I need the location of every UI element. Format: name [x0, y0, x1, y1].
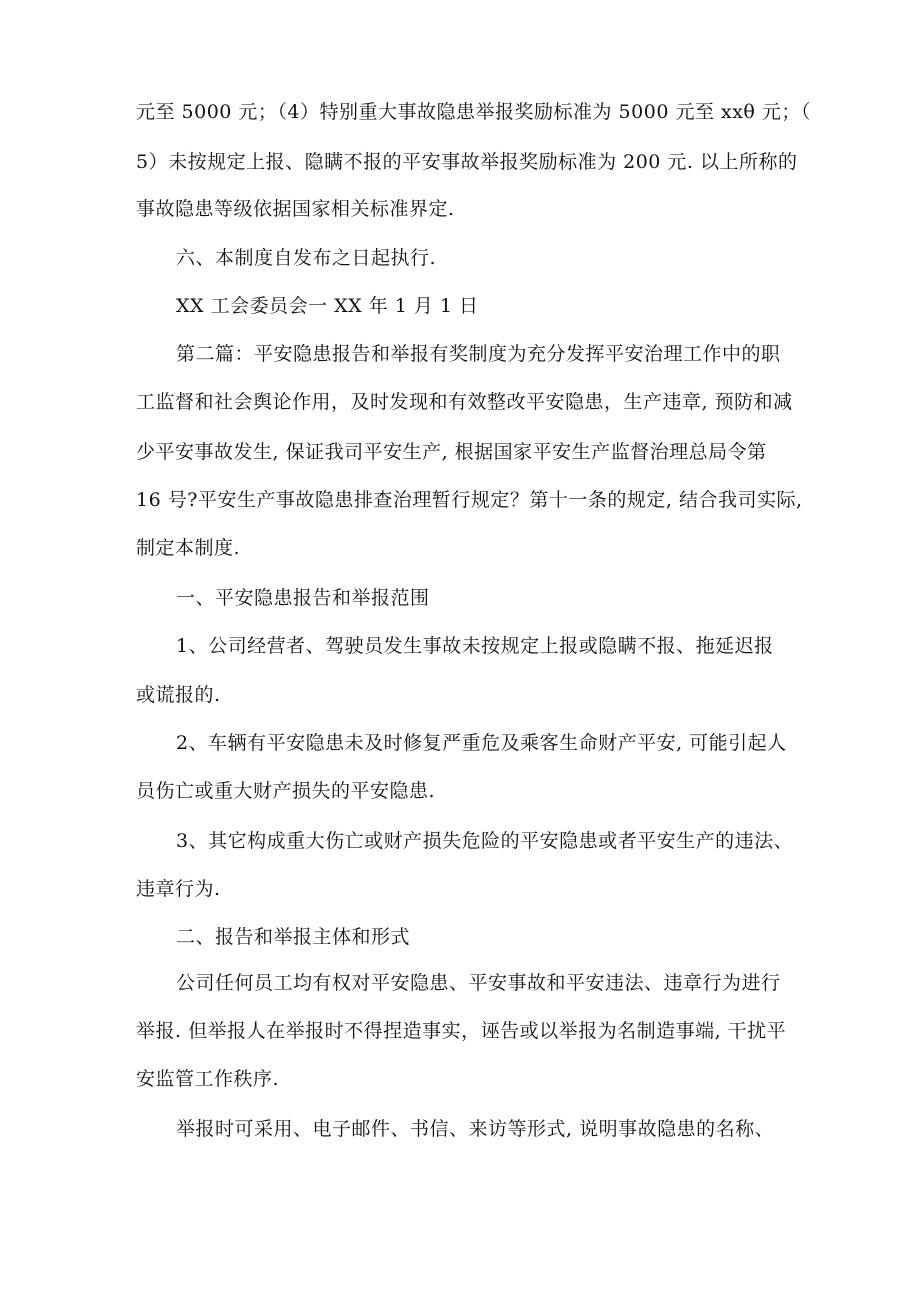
text-line: 员伤亡或重大财产损失的平安隐患. — [136, 780, 436, 802]
text-line: 2、车辆有平安隐患未及时修复严重危及乘客生命财产平安, 可能引起人 — [176, 732, 787, 754]
text-line: 元至 5000 元；（4）特别重大事故隐患举报奖励标准为 5000 元至 xxθ 元；（ — [136, 101, 811, 123]
text-line: 或谎报的. — [136, 684, 221, 706]
text-line: 违章行为. — [136, 878, 221, 900]
text-line: 举报时可采用、电子邮件、书信、来访等形式, 说明事故隐患的名称、 — [176, 1118, 775, 1140]
text-line: 少平安事故发生, 保证我司平安生产, 根据国家平安生产监督治理总局令第 — [136, 441, 767, 463]
text-line: 5）未按规定上报、隐瞒不报的平安事故举报奖励标准为 200 元. 以上所称的 — [136, 151, 798, 173]
text-line: 二、报告和举报主体和形式 — [176, 926, 411, 948]
text-line: 举报. 但举报人在举报时不得捏造事实，诬告或以举报为名制造事端, 干扰平 — [136, 1020, 787, 1042]
text-line: 1、公司经营者、驾驶员发生事故未按规定上报或隐瞒不报、拖延迟报 — [176, 635, 774, 657]
text-line: 16 号?平安生产事故隐患排查治理暂行规定？第十一条的规定, 结合我司实际, — [136, 489, 803, 511]
text-line: 事故隐患等级依据国家相关标准界定. — [136, 198, 455, 220]
text-line: 六、本制度自发布之日起执行. — [176, 247, 437, 269]
text-line: 公司任何员工均有权对平安隐患、平安事故和平安违法、违章行为进行 — [176, 972, 781, 994]
text-line: 第二篇：平安隐患报告和举报有奖制度为充分发挥平安治理工作中的职 — [176, 343, 781, 365]
text-line: 工监督和社会舆论作用，及时发现和有效整改平安隐患，生产违章, 预防和减 — [136, 391, 793, 413]
text-line: 一、平安隐患报告和举报范围 — [176, 587, 430, 609]
text-line: 3、其它构成重大伤亡或财产损失危险的平安隐患或者平安生产的违法、 — [176, 830, 794, 852]
text-line: 安监管工作秩序. — [136, 1068, 280, 1090]
text-line: 制定本制度. — [136, 537, 241, 559]
text-line: XX 工会委员会一 XX 年 1 月 1 日 — [176, 295, 479, 317]
